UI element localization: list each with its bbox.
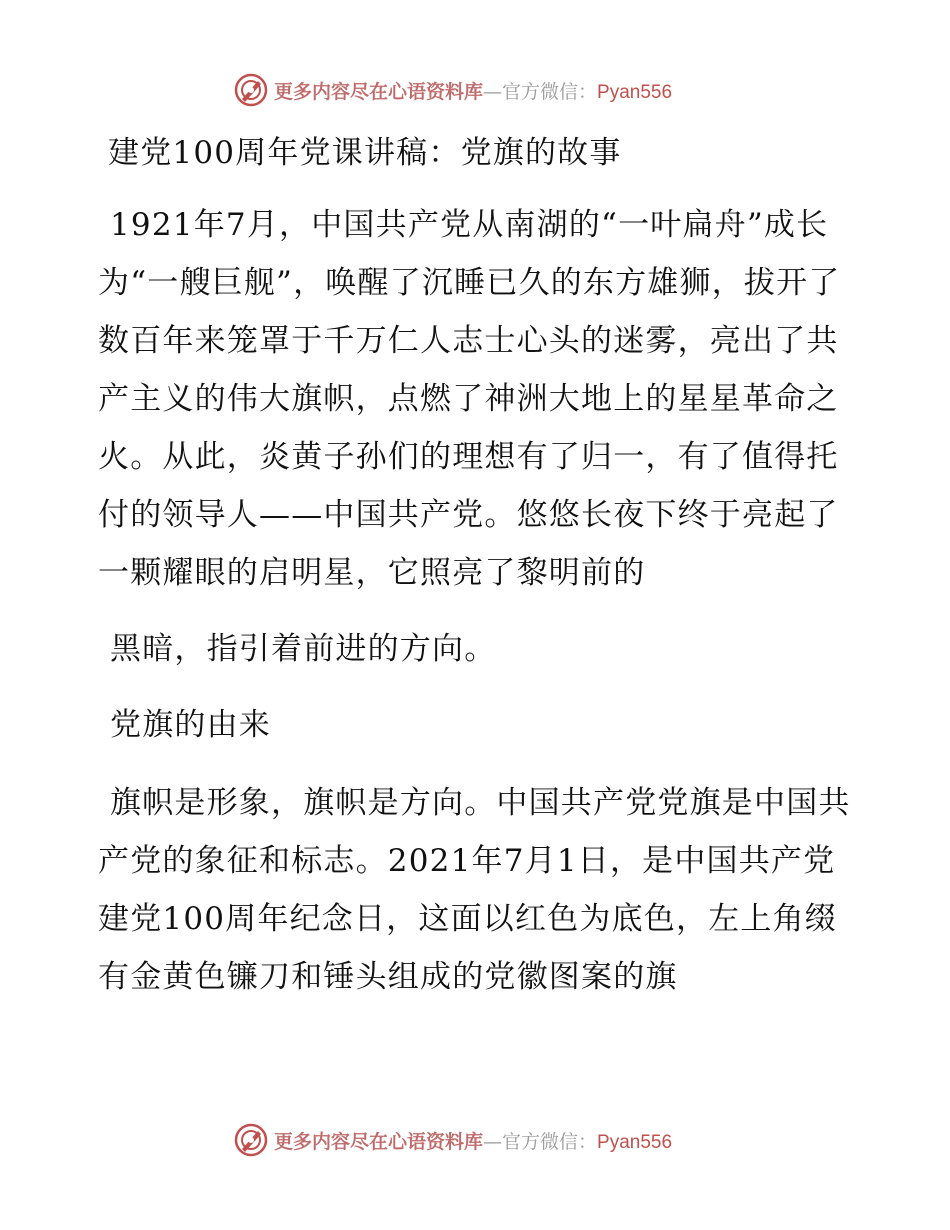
document-body bbox=[98, 124, 858, 1006]
paragraph: 黑暗，指引着前进的方向。 bbox=[110, 631, 497, 667]
top-watermark bbox=[0, 70, 950, 110]
section-heading: 党旗的由来 bbox=[110, 707, 271, 743]
paragraph: 1921年7月，中国共产党从南湖的“一叶扁舟”成长为“一艘巨舰”，唤醒了沉睡已久的东方雄狮，拔开了数百年来笼罩于千万仁人志士心头的迷雾，亮出了共产主义的伟大旗帜，点燃了神洲大地上的星星革命之火。从此，炎黄子孙们的理想有了归一，有了值得托付的领导人——中国共产党。悠悠长夜下终于亮起了一颗耀眼的启明星，它照亮了黎明前的 bbox=[98, 207, 841, 591]
watermark-text: 更多内容尽在心语资料库—官方微信：Pyan556 bbox=[274, 80, 673, 103]
watermark-text: 更多内容尽在心语资料库—官方微信：Pyan556 bbox=[274, 1130, 673, 1153]
brand-logo-icon bbox=[234, 73, 268, 107]
bottom-watermark bbox=[0, 1120, 950, 1160]
brand-logo-icon bbox=[234, 1123, 268, 1157]
paragraph: 旗帜是形象，旗帜是方向。中国共产党党旗是中国共产党的象征和标志。2021年7月1日，是中国共产党建党100周年纪念日，这面以红色为底色，左上角缀有金黄色镰刀和锤头组成的党徽图案的旗 bbox=[98, 785, 851, 995]
document-title: 建党100周年党课讲稿：党旗的故事 bbox=[108, 135, 622, 171]
